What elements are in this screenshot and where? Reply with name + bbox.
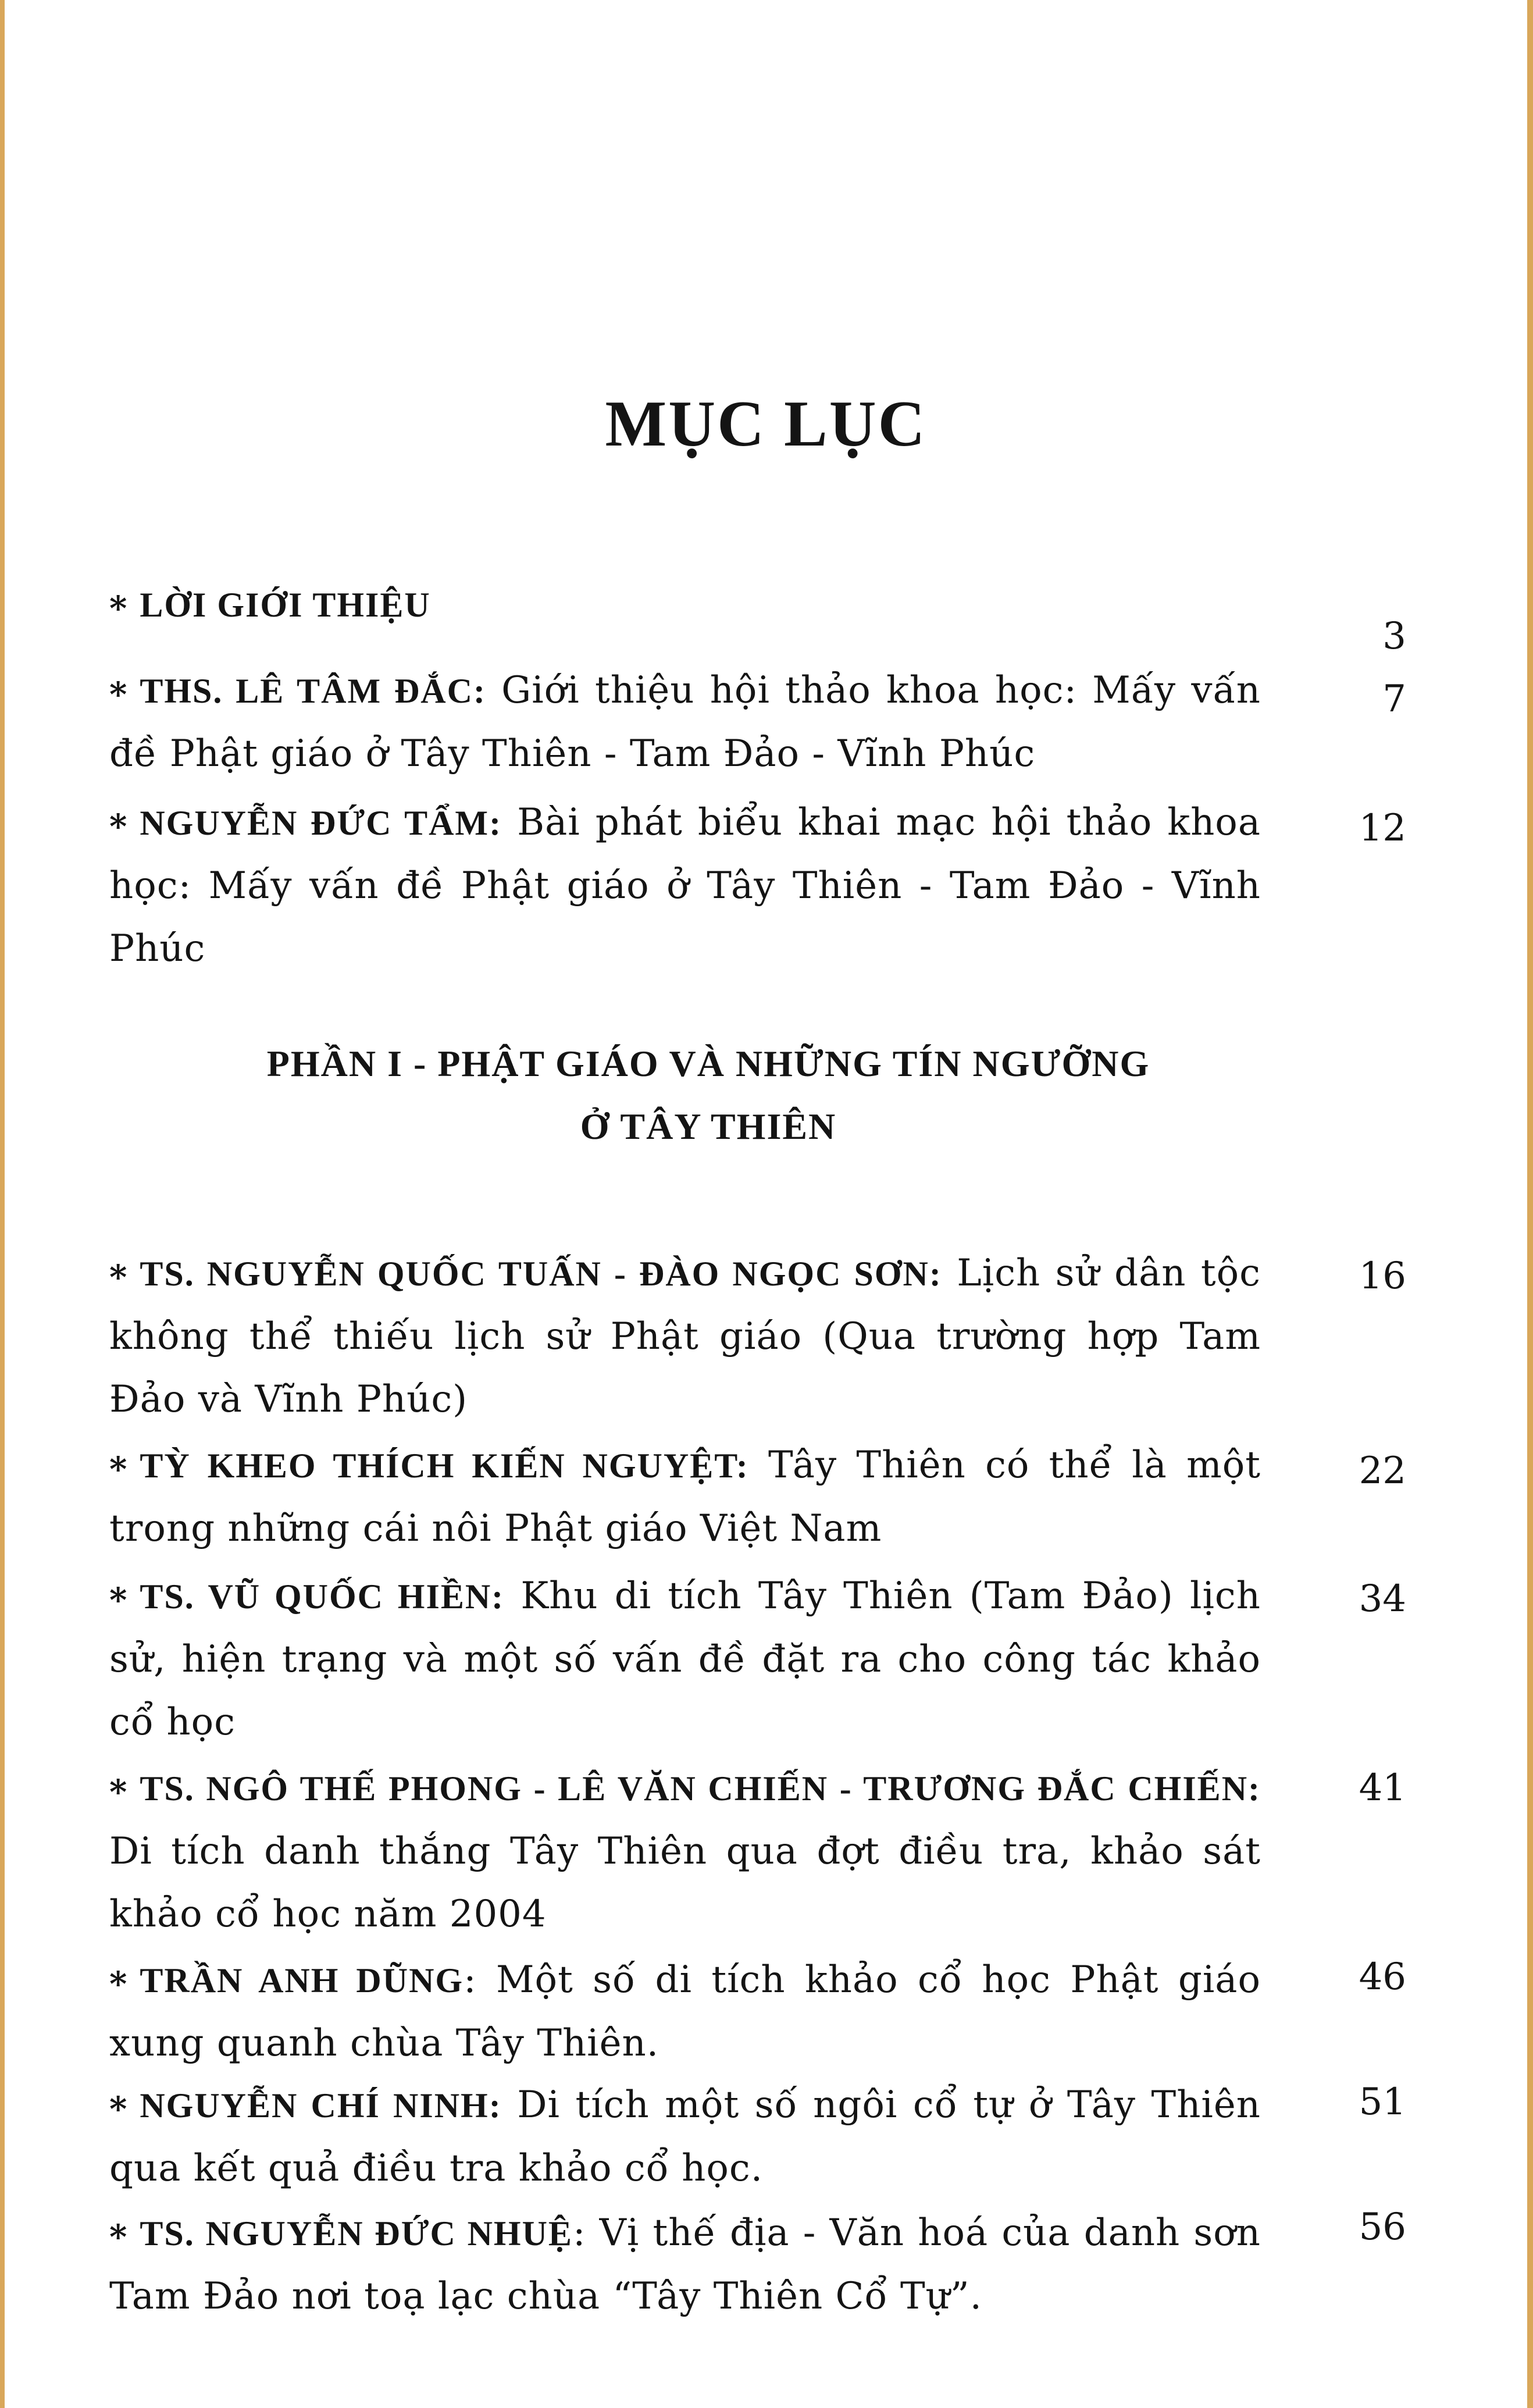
entry-author: TS. VŨ QUỐC HIỀN: xyxy=(140,1577,505,1616)
bullet-star: * xyxy=(109,1772,127,1812)
entry-author: NGUYỄN CHÍ NINH: xyxy=(140,2086,502,2125)
bullet-star: * xyxy=(109,1580,127,1620)
entry-text: : Một số di tích khảo cổ học Phật giáo xung quanh chùa Tây Thiên. xyxy=(109,1958,1261,2065)
section-heading-line1: PHẦN I - PHẬT GIÁO VÀ NHỮNG TÍN NGƯỠNG xyxy=(266,1043,1150,1084)
entry-author: THS. LÊ TÂM ĐẮC: xyxy=(140,672,486,710)
entry-page-number: 46 xyxy=(1359,1955,1406,1999)
toc-entry xyxy=(109,659,1261,785)
entry-text: Di tích danh thắng Tây Thiên qua đợt điều tra, khảo sát khảo cổ học năm 2004 xyxy=(109,1830,1261,1936)
section-heading-line2: Ở TÂY THIÊN xyxy=(580,1106,837,1147)
entry-page-number: 7 xyxy=(1382,678,1406,721)
entry-page-number: 12 xyxy=(1359,807,1406,850)
bullet-star: * xyxy=(109,807,127,846)
entry-page-number: 51 xyxy=(1359,2081,1406,2124)
bullet-star: * xyxy=(109,1964,127,2004)
bullet-star: * xyxy=(109,1258,127,1297)
entry-page-number: 16 xyxy=(1359,1255,1406,1298)
entry-text: Tây Thiên có thể là một trong những cái nôi Phật giáo Việt Nam xyxy=(109,1444,1261,1550)
bullet-star: * xyxy=(109,2217,127,2257)
entry-page-number: 41 xyxy=(1359,1766,1406,1809)
book-page xyxy=(5,0,1527,2408)
entry-author: TRẦN ANH DŨNG xyxy=(140,1961,464,2000)
entry-text: Lịch sử dân tộc không thể thiếu lịch sử Phật giáo (Qua trường hợp Tam Đảo và Vĩnh Phúc) xyxy=(109,1252,1261,1421)
bullet-star: * xyxy=(109,1449,127,1489)
page-title: MỤC LỤC xyxy=(605,388,927,460)
entry-text: Di tích một số ngôi cổ tự ở Tây Thiên qua kết quả điều tra khảo cổ học. xyxy=(109,2083,1261,2190)
entry-author: TS. NGUYỄN QUỐC TUẤN - ĐÀO NGỌC SƠN: xyxy=(140,1255,942,1293)
entry-page-number: 3 xyxy=(1382,615,1406,658)
toc-entry xyxy=(109,2074,1261,2200)
toc-entry xyxy=(109,1757,1261,1946)
toc-entry xyxy=(109,1434,1261,1560)
entry-author: LỜI GIỚI THIỆU xyxy=(140,586,431,624)
toc-entry xyxy=(109,573,1261,636)
toc-entry xyxy=(109,791,1261,980)
entry-text: Bài phát biểu khai mạc hội thảo khoa học: Mấy vấn đề Phật giáo ở Tây Thiên - Tam Đảo - Vĩnh Phúc xyxy=(109,801,1261,970)
bullet-star: * xyxy=(109,2089,127,2129)
bullet-star: * xyxy=(109,675,127,714)
toc-entry xyxy=(109,1565,1261,1754)
entry-text: : Vị thế địa - Văn hoá của danh sơn Tam Đảo nơi toạ lạc chùa “Tây Thiên Cổ Tự”. xyxy=(109,2211,1261,2318)
toc-entry xyxy=(109,1949,1261,2075)
entry-text: Khu di tích Tây Thiên (Tam Đảo) lịch sử, hiện trạng và một số vấn đề đặt ra cho công tác khảo cổ học xyxy=(109,1575,1261,1744)
entry-author: TS. NGÔ THẾ PHONG - LÊ VĂN CHIẾN - TRƯƠNG ĐẮC CHIẾN: xyxy=(140,1769,1261,1808)
entry-author: NGUYỄN ĐỨC TẨM: xyxy=(140,804,502,842)
bullet-star: * xyxy=(109,589,127,628)
toc-entry xyxy=(109,2202,1261,2328)
entry-author: TỲ KHEO THÍCH KIẾN NGUYỆT: xyxy=(140,1447,749,1485)
entry-page-number: 22 xyxy=(1359,1449,1406,1492)
toc-entry xyxy=(109,1242,1261,1431)
entry-page-number: 56 xyxy=(1359,2206,1406,2249)
entry-text: Giới thiệu hội thảo khoa học: Mấy vấn đề Phật giáo ở Tây Thiên - Tam Đảo - Vĩnh Phúc xyxy=(109,669,1261,775)
entry-page-number: 34 xyxy=(1359,1577,1406,1620)
section-heading xyxy=(109,1032,1307,1158)
entry-author: TS. NGUYỄN ĐỨC NHUỆ xyxy=(140,2214,573,2253)
